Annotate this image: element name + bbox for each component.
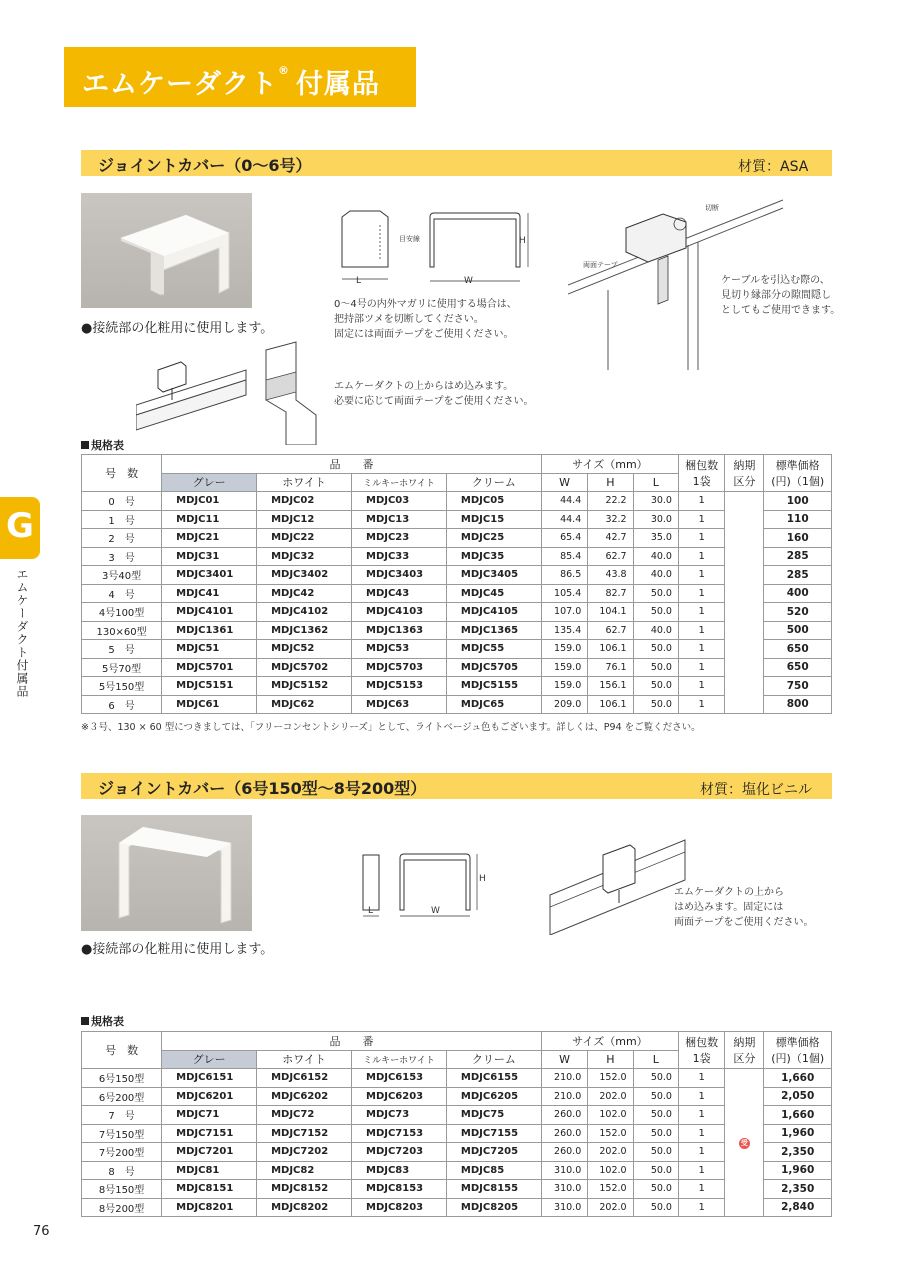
cell-h: 102.0 xyxy=(588,1161,633,1180)
cell-grey: MDJC4101 xyxy=(162,603,257,622)
cell-l: 50.0 xyxy=(633,1161,678,1180)
cell-milky: MDJC4103 xyxy=(352,603,447,622)
cell-white: MDJC8152 xyxy=(257,1180,352,1199)
cell-milky: MDJC33 xyxy=(352,547,447,566)
cell-h: 152.0 xyxy=(588,1069,633,1088)
section1-note-fit: エムケーダクトの上からはめ込みます。 必要に応じて両面テープをご使用ください。 xyxy=(334,381,534,407)
table-row xyxy=(82,584,832,603)
col-milky: ミルキーホワイト xyxy=(352,1050,447,1069)
cell-price: 1,660 xyxy=(764,1069,832,1088)
cell-milky: MDJC73 xyxy=(352,1106,447,1125)
section1-cut-label: 切断 xyxy=(705,204,719,212)
cell-white: MDJC8202 xyxy=(257,1198,352,1217)
col-part: 品 番 xyxy=(162,455,542,474)
cell-white: MDJC32 xyxy=(257,547,352,566)
cell-l: 50.0 xyxy=(633,640,678,659)
cell-grey: MDJC1361 xyxy=(162,621,257,640)
cell-no: 6号150型 xyxy=(82,1069,162,1088)
table-row xyxy=(82,603,832,622)
cell-w: 210.0 xyxy=(541,1069,587,1088)
table-row xyxy=(82,566,832,585)
cell-l: 50.0 xyxy=(633,677,678,696)
side-tab-letter: G xyxy=(6,506,34,546)
cell-price: 2,840 xyxy=(764,1198,832,1217)
cell-price: 800 xyxy=(764,695,832,714)
cell-no: 7号200型 xyxy=(82,1143,162,1162)
cell-grey: MDJC6201 xyxy=(162,1087,257,1106)
cell-l: 30.0 xyxy=(633,492,678,511)
cell-white: MDJC52 xyxy=(257,640,352,659)
cell-pack: 1 xyxy=(678,566,724,585)
section1-usage-text: ●接続部の化粧用に使用します。 xyxy=(81,321,274,336)
cell-price: 400 xyxy=(764,584,832,603)
table-row xyxy=(82,621,832,640)
cell-cream: MDJC7205 xyxy=(446,1143,541,1162)
col-part: 品 番 xyxy=(162,1032,542,1051)
cell-grey: MDJC8201 xyxy=(162,1198,257,1217)
cell-w: 44.4 xyxy=(541,492,587,511)
cell-white: MDJC6202 xyxy=(257,1087,352,1106)
cell-h: 202.0 xyxy=(588,1198,633,1217)
cell-price: 2,350 xyxy=(764,1143,832,1162)
cell-milky: MDJC53 xyxy=(352,640,447,659)
cell-white: MDJC12 xyxy=(257,510,352,529)
table-row xyxy=(82,640,832,659)
cell-milky: MDJC3403 xyxy=(352,566,447,585)
cell-cream: MDJC35 xyxy=(446,547,541,566)
section1-dim-W: W xyxy=(464,276,473,286)
table-row xyxy=(82,510,832,529)
cell-milky: MDJC43 xyxy=(352,584,447,603)
cell-no: 8 号 xyxy=(82,1161,162,1180)
cell-l: 50.0 xyxy=(633,695,678,714)
table-row xyxy=(82,1087,832,1106)
cell-w: 159.0 xyxy=(541,677,587,696)
cell-pack: 1 xyxy=(678,640,724,659)
col-white: ホワイト xyxy=(257,473,352,492)
cell-l: 50.0 xyxy=(633,1198,678,1217)
cell-w: 210.0 xyxy=(541,1087,587,1106)
cell-h: 104.1 xyxy=(588,603,633,622)
table-row xyxy=(82,1198,832,1217)
cell-grey: MDJC81 xyxy=(162,1161,257,1180)
cell-delivery xyxy=(725,492,764,714)
cell-milky: MDJC8203 xyxy=(352,1198,447,1217)
table-row xyxy=(82,1106,832,1125)
table-row xyxy=(82,658,832,677)
side-tab-label: エムケーダクト付属品 xyxy=(15,568,29,698)
cell-w: 44.4 xyxy=(541,510,587,529)
section1-tape-label: 両面テープ xyxy=(583,261,618,269)
cell-grey: MDJC11 xyxy=(162,510,257,529)
cell-milky: MDJC5153 xyxy=(352,677,447,696)
col-price: 標準価格 (円)（1個) xyxy=(764,1032,832,1069)
cell-pack: 1 xyxy=(678,1180,724,1199)
table-row xyxy=(82,492,832,511)
cell-milky: MDJC03 xyxy=(352,492,447,511)
cell-white: MDJC3402 xyxy=(257,566,352,585)
cell-no: 2 号 xyxy=(82,529,162,548)
cell-cream: MDJC1365 xyxy=(446,621,541,640)
cell-white: MDJC7152 xyxy=(257,1124,352,1143)
cell-cream: MDJC8155 xyxy=(446,1180,541,1199)
cell-grey: MDJC51 xyxy=(162,640,257,659)
section1-dim-H: H xyxy=(519,236,526,246)
section1-dim-L: L xyxy=(356,276,362,286)
cell-milky: MDJC8153 xyxy=(352,1180,447,1199)
cell-h: 22.2 xyxy=(588,492,633,511)
section1-spec-table xyxy=(81,454,832,714)
cell-white: MDJC72 xyxy=(257,1106,352,1125)
cell-w: 65.4 xyxy=(541,529,587,548)
cell-price: 285 xyxy=(764,566,832,585)
cell-milky: MDJC7153 xyxy=(352,1124,447,1143)
cell-cream: MDJC85 xyxy=(446,1161,541,1180)
section2-dimension-diagram xyxy=(355,850,495,925)
cell-h: 202.0 xyxy=(588,1087,633,1106)
cell-h: 76.1 xyxy=(588,658,633,677)
cell-price: 1,960 xyxy=(764,1161,832,1180)
cell-cream: MDJC8205 xyxy=(446,1198,541,1217)
cell-l: 50.0 xyxy=(633,1069,678,1088)
cell-no: 5 号 xyxy=(82,640,162,659)
cell-pack: 1 xyxy=(678,547,724,566)
table-row xyxy=(82,1180,832,1199)
cell-grey: MDJC61 xyxy=(162,695,257,714)
section1-spec-label: 規格表 xyxy=(81,437,124,453)
cell-no: 6号200型 xyxy=(82,1087,162,1106)
cell-no: 5号70型 xyxy=(82,658,162,677)
cell-h: 62.7 xyxy=(588,621,633,640)
table-row xyxy=(82,1161,832,1180)
cell-cream: MDJC6205 xyxy=(446,1087,541,1106)
cell-white: MDJC42 xyxy=(257,584,352,603)
cell-no: 130×60型 xyxy=(82,621,162,640)
cell-price: 100 xyxy=(764,492,832,511)
cell-l: 50.0 xyxy=(633,603,678,622)
cell-grey: MDJC21 xyxy=(162,529,257,548)
section1-title: ジョイントカバー（0～6号） xyxy=(98,156,312,175)
col-w: W xyxy=(541,1050,587,1069)
cell-grey: MDJC7201 xyxy=(162,1143,257,1162)
cell-pack: 1 xyxy=(678,1106,724,1125)
col-l: L xyxy=(633,1050,678,1069)
cell-cream: MDJC55 xyxy=(446,640,541,659)
cell-cream: MDJC75 xyxy=(446,1106,541,1125)
cell-price: 650 xyxy=(764,640,832,659)
cell-pack: 1 xyxy=(678,603,724,622)
cell-cream: MDJC5705 xyxy=(446,658,541,677)
cell-grey: MDJC7151 xyxy=(162,1124,257,1143)
cell-l: 35.0 xyxy=(633,529,678,548)
cell-l: 50.0 xyxy=(633,658,678,677)
cell-pack: 1 xyxy=(678,510,724,529)
cell-pack: 1 xyxy=(678,1198,724,1217)
cell-no: 1 号 xyxy=(82,510,162,529)
cell-h: 106.1 xyxy=(588,640,633,659)
cell-pack: 1 xyxy=(678,1069,724,1088)
cell-h: 152.0 xyxy=(588,1180,633,1199)
cell-white: MDJC62 xyxy=(257,695,352,714)
delivery-order-mark: 受 xyxy=(740,1138,748,1147)
cell-h: 62.7 xyxy=(588,547,633,566)
cell-price: 110 xyxy=(764,510,832,529)
cell-h: 82.7 xyxy=(588,584,633,603)
cell-white: MDJC1362 xyxy=(257,621,352,640)
cell-price: 160 xyxy=(764,529,832,548)
cell-pack: 1 xyxy=(678,1087,724,1106)
cell-l: 50.0 xyxy=(633,1180,678,1199)
cell-milky: MDJC7203 xyxy=(352,1143,447,1162)
table-row xyxy=(82,695,832,714)
section2-note-fit: エムケーダクトの上から はめ込みます。固定には 両面テープをご使用ください。 xyxy=(674,887,814,928)
cell-pack: 1 xyxy=(678,1161,724,1180)
cell-l: 40.0 xyxy=(633,621,678,640)
cell-w: 85.4 xyxy=(541,547,587,566)
cell-no: 7 号 xyxy=(82,1106,162,1125)
col-grey: グレー xyxy=(162,473,257,492)
cell-no: 6 号 xyxy=(82,695,162,714)
cell-l: 50.0 xyxy=(633,1087,678,1106)
cell-price: 520 xyxy=(764,603,832,622)
col-h: H xyxy=(588,1050,633,1069)
table-row xyxy=(82,1124,832,1143)
cell-pack: 1 xyxy=(678,529,724,548)
registered-mark: ® xyxy=(278,64,290,77)
table-row xyxy=(82,1143,832,1162)
cell-grey: MDJC31 xyxy=(162,547,257,566)
cell-w: 310.0 xyxy=(541,1161,587,1180)
cell-grey: MDJC01 xyxy=(162,492,257,511)
cell-no: 4 号 xyxy=(82,584,162,603)
col-l: L xyxy=(633,473,678,492)
cell-milky: MDJC13 xyxy=(352,510,447,529)
cell-h: 152.0 xyxy=(588,1124,633,1143)
col-no: 号 数 xyxy=(82,455,162,492)
section2-spec-label: 規格表 xyxy=(81,1013,124,1029)
cell-white: MDJC7202 xyxy=(257,1143,352,1162)
cell-cream: MDJC5155 xyxy=(446,677,541,696)
section2-dim-L: L xyxy=(368,906,374,916)
cell-w: 310.0 xyxy=(541,1180,587,1199)
section1-note-cable: ケーブルを引込む際の、 見切り縁部分の隙間隠し としてもご使用できます。 xyxy=(721,275,841,316)
cell-h: 106.1 xyxy=(588,695,633,714)
section1-product-photo xyxy=(81,193,252,308)
cell-cream: MDJC05 xyxy=(446,492,541,511)
section1-material: 材質：ASA xyxy=(738,159,809,175)
cell-l: 40.0 xyxy=(633,547,678,566)
col-milky: ミルキーホワイト xyxy=(352,473,447,492)
cell-price: 2,350 xyxy=(764,1180,832,1199)
cell-h: 32.2 xyxy=(588,510,633,529)
cell-l: 50.0 xyxy=(633,1124,678,1143)
col-grey: グレー xyxy=(162,1050,257,1069)
cell-cream: MDJC4105 xyxy=(446,603,541,622)
cell-h: 102.0 xyxy=(588,1106,633,1125)
cell-h: 156.1 xyxy=(588,677,633,696)
cell-grey: MDJC71 xyxy=(162,1106,257,1125)
cell-cream: MDJC65 xyxy=(446,695,541,714)
cell-white: MDJC6152 xyxy=(257,1069,352,1088)
cell-price: 750 xyxy=(764,677,832,696)
cell-price: 285 xyxy=(764,547,832,566)
section2-dim-W: W xyxy=(431,906,440,916)
table-row xyxy=(82,529,832,548)
col-w: W xyxy=(541,473,587,492)
cell-grey: MDJC8151 xyxy=(162,1180,257,1199)
cell-white: MDJC4102 xyxy=(257,603,352,622)
cell-price: 500 xyxy=(764,621,832,640)
cell-price: 1,960 xyxy=(764,1124,832,1143)
cell-cream: MDJC15 xyxy=(446,510,541,529)
cell-w: 260.0 xyxy=(541,1143,587,1162)
cell-no: 3号40型 xyxy=(82,566,162,585)
cell-cream: MDJC7155 xyxy=(446,1124,541,1143)
cell-w: 209.0 xyxy=(541,695,587,714)
cell-price: 2,050 xyxy=(764,1087,832,1106)
cell-white: MDJC5152 xyxy=(257,677,352,696)
section1-guide-line-label: 目安線 xyxy=(399,235,420,243)
cell-grey: MDJC5151 xyxy=(162,677,257,696)
section1-note-inner: 0～4号の内外マガリに使用する場合は、 把持部ツメを切断してください。 固定には両面テープをご使用ください。 xyxy=(334,299,517,340)
col-cream: クリーム xyxy=(446,1050,541,1069)
cell-no: 8号150型 xyxy=(82,1180,162,1199)
table-row xyxy=(82,677,832,696)
col-h: H xyxy=(588,473,633,492)
cell-no: 7号150型 xyxy=(82,1124,162,1143)
cell-milky: MDJC6153 xyxy=(352,1069,447,1088)
cell-w: 260.0 xyxy=(541,1124,587,1143)
section2-spec-table xyxy=(81,1031,832,1217)
cell-grey: MDJC5701 xyxy=(162,658,257,677)
cell-w: 310.0 xyxy=(541,1198,587,1217)
cell-no: 4号100型 xyxy=(82,603,162,622)
cell-no: 0 号 xyxy=(82,492,162,511)
cell-no: 5号150型 xyxy=(82,677,162,696)
cell-delivery xyxy=(725,1069,764,1217)
cell-white: MDJC82 xyxy=(257,1161,352,1180)
cell-no: 8号200型 xyxy=(82,1198,162,1217)
cell-milky: MDJC23 xyxy=(352,529,447,548)
table-row xyxy=(82,547,832,566)
page-title: エムケーダクト® 付属品 xyxy=(82,64,380,100)
cell-pack: 1 xyxy=(678,695,724,714)
section2-material: 材質：塩化ビニル xyxy=(700,782,812,798)
section1-footnote: ※３号、130 × 60 型につきましては、「フリーコンセントシリーズ」として、ライトベージュ色もございます。詳しくは、P94 をご覧ください。 xyxy=(81,722,701,733)
cell-milky: MDJC63 xyxy=(352,695,447,714)
cell-pack: 1 xyxy=(678,584,724,603)
table-row xyxy=(82,1069,832,1088)
cell-l: 50.0 xyxy=(633,1106,678,1125)
col-delivery: 納期 区分 xyxy=(725,1032,764,1069)
col-size: サイズ（mm） xyxy=(541,455,678,474)
cell-w: 260.0 xyxy=(541,1106,587,1125)
cell-price: 650 xyxy=(764,658,832,677)
cell-h: 43.8 xyxy=(588,566,633,585)
cell-pack: 1 xyxy=(678,677,724,696)
cell-price: 1,660 xyxy=(764,1106,832,1125)
cell-l: 50.0 xyxy=(633,1143,678,1162)
cell-w: 105.4 xyxy=(541,584,587,603)
section1-fitting-illustration xyxy=(136,340,326,445)
cell-milky: MDJC6203 xyxy=(352,1087,447,1106)
cell-w: 159.0 xyxy=(541,658,587,677)
cell-w: 135.4 xyxy=(541,621,587,640)
cell-cream: MDJC3405 xyxy=(446,566,541,585)
cell-w: 159.0 xyxy=(541,640,587,659)
col-white: ホワイト xyxy=(257,1050,352,1069)
cell-l: 30.0 xyxy=(633,510,678,529)
section2-fitting-illustration xyxy=(545,835,695,935)
cell-white: MDJC5702 xyxy=(257,658,352,677)
cell-l: 40.0 xyxy=(633,566,678,585)
cell-cream: MDJC25 xyxy=(446,529,541,548)
cell-w: 107.0 xyxy=(541,603,587,622)
cell-pack: 1 xyxy=(678,1143,724,1162)
col-cream: クリーム xyxy=(446,473,541,492)
section2-product-photo xyxy=(81,815,252,931)
cell-h: 202.0 xyxy=(588,1143,633,1162)
cell-pack: 1 xyxy=(678,1124,724,1143)
cell-grey: MDJC41 xyxy=(162,584,257,603)
cell-cream: MDJC6155 xyxy=(446,1069,541,1088)
col-delivery: 納期 区分 xyxy=(725,455,764,492)
cell-white: MDJC22 xyxy=(257,529,352,548)
col-pack: 梱包数 1袋 xyxy=(678,1032,724,1069)
section2-dim-H: H xyxy=(479,874,486,884)
cell-h: 42.7 xyxy=(588,529,633,548)
col-no: 号 数 xyxy=(82,1032,162,1069)
col-pack: 梱包数 1袋 xyxy=(678,455,724,492)
cell-w: 86.5 xyxy=(541,566,587,585)
cell-l: 50.0 xyxy=(633,584,678,603)
cell-pack: 1 xyxy=(678,658,724,677)
cell-pack: 1 xyxy=(678,492,724,511)
section2-usage-text: ●接続部の化粧用に使用します。 xyxy=(81,942,274,957)
cell-grey: MDJC3401 xyxy=(162,566,257,585)
cell-milky: MDJC83 xyxy=(352,1161,447,1180)
cell-white: MDJC02 xyxy=(257,492,352,511)
col-price: 標準価格 (円)（1個) xyxy=(764,455,832,492)
section2-title: ジョイントカバー（6号150型～8号200型） xyxy=(98,779,427,798)
cell-no: 3 号 xyxy=(82,547,162,566)
cell-pack: 1 xyxy=(678,621,724,640)
page-number: 76 xyxy=(33,1224,50,1239)
col-size: サイズ（mm） xyxy=(541,1032,678,1051)
cell-cream: MDJC45 xyxy=(446,584,541,603)
cell-grey: MDJC6151 xyxy=(162,1069,257,1088)
cell-milky: MDJC1363 xyxy=(352,621,447,640)
cell-milky: MDJC5703 xyxy=(352,658,447,677)
